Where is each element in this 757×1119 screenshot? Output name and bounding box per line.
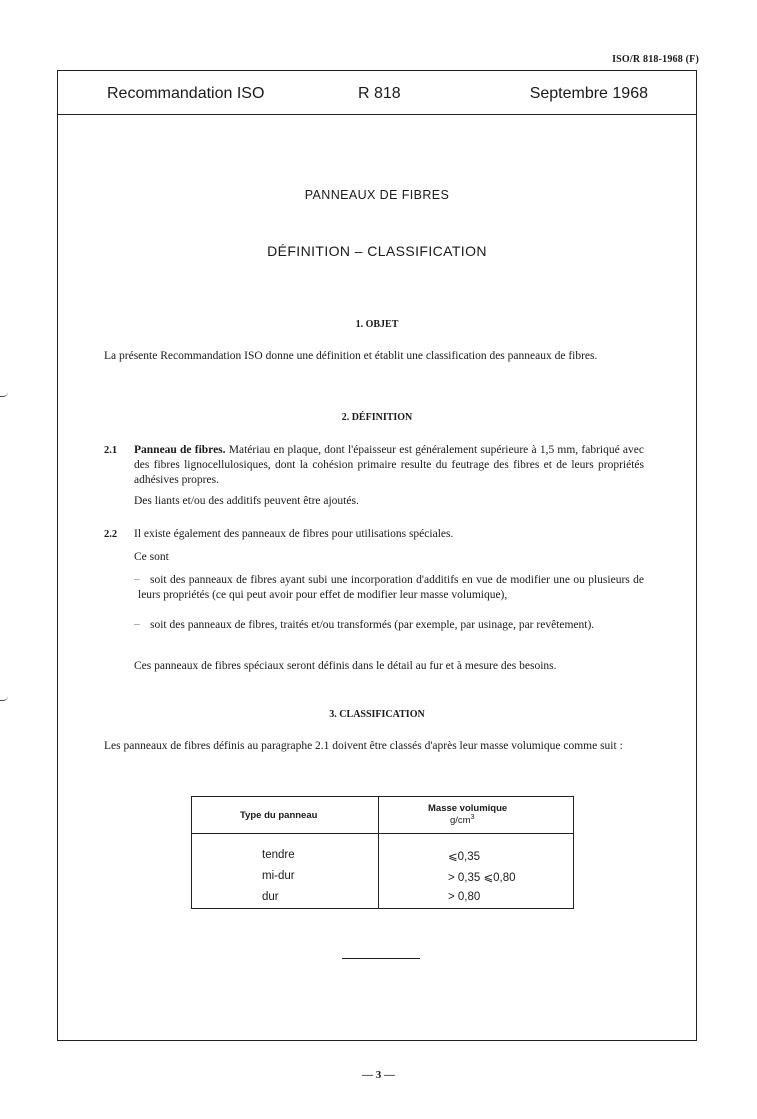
page-number: — 3 —: [362, 1069, 395, 1081]
scan-mark: [0, 392, 8, 397]
table-row-value: > 0,35 ⩽0,80: [448, 872, 516, 884]
section-3-body: Les panneaux de fibres définis au paragraphe 2.1 doivent être classés d'après leur masse volumique comme suit :: [104, 740, 623, 752]
clause-2-1-term: Panneau de fibres.: [134, 444, 226, 456]
page-frame: [57, 70, 697, 1041]
document-subtitle: DÉFINITION – CLASSIFICATION: [267, 243, 487, 259]
clause-2-1-text: [134, 443, 644, 488]
header-date: Septembre 1968: [529, 85, 648, 102]
section-1-body: La présente Recommandation ISO donne une définition et établit une classification des panneaux de fibres.: [104, 350, 598, 362]
table-row-type: tendre: [262, 849, 295, 861]
section-2-heading: 2. DÉFINITION: [341, 412, 413, 423]
header-panel-type: Type du panneau: [240, 810, 318, 821]
document-reference: ISO/R 818-1968 (F): [612, 54, 699, 65]
table-row-type: mi-dur: [262, 870, 295, 882]
table-row-value: > 0,80: [448, 891, 481, 903]
clause-2-1-definition: Matériau en plaque, dont l'épaisseur est généralement supérieure à 1,5 mm, fabriqué avec des fibres lignocellulosiques, dont la cohésion primaire resulte du feutrage des fibres et de leurs propriétés adhésives propres.: [134, 444, 644, 486]
bullet-1-text: soit des panneaux de fibres ayant subi une incorporation d'additifs en vue de modifier une ou plusieurs de leurs propriétés (ce qui peut avoir pour effet de modifier leur masse volumique),: [138, 574, 644, 601]
table-row-type: dur: [262, 891, 279, 903]
clause-2-1-number: 2.1: [104, 445, 118, 456]
clause-2-1-extra: Des liants et/ou des additifs peuvent être ajoutés.: [134, 495, 359, 507]
header-recommendation: Recommandation ISO: [107, 85, 265, 102]
bullet-2-text: soit des panneaux de fibres, traités et/ou transformés (par exemple, par usinage, par revêtement).: [150, 619, 595, 631]
end-rule: [342, 958, 420, 959]
document-title: PANNEAUX DE FIBRES: [304, 188, 450, 202]
clause-2-2-number: 2.2: [104, 529, 118, 540]
clause-2-2-text: Il existe également des panneaux de fibres pour utilisations spéciales.: [134, 528, 454, 540]
density-unit: g/cm: [450, 815, 471, 827]
classification-table: [191, 796, 574, 909]
bullet-dash: –: [134, 573, 140, 585]
header-bar: [58, 71, 696, 115]
scan-mark: [0, 696, 8, 701]
density-unit-exponent: 3: [470, 814, 475, 821]
table-column-divider: [378, 797, 379, 908]
section-1-heading: 1. OBJET: [355, 319, 399, 330]
bullet-dash: –: [134, 618, 140, 630]
table-row-value: ⩽0,35: [448, 851, 481, 863]
clause-2-2-bullet-2: [138, 618, 644, 633]
clause-2-2-end: Ces panneaux de fibres spéciaux seront définis dans le détail au fur et à mesure des besoins.: [134, 660, 557, 672]
header-density: Masse volumique: [428, 803, 508, 814]
section-3-heading: 3. CLASSIFICATION: [329, 709, 425, 720]
clause-2-2-bullet-1: [138, 573, 644, 603]
table-header-divider: [192, 833, 573, 834]
header-number: R 818: [358, 85, 401, 102]
clause-2-2-lead: Ce sont: [134, 551, 169, 563]
header-density-unit: [450, 814, 475, 826]
